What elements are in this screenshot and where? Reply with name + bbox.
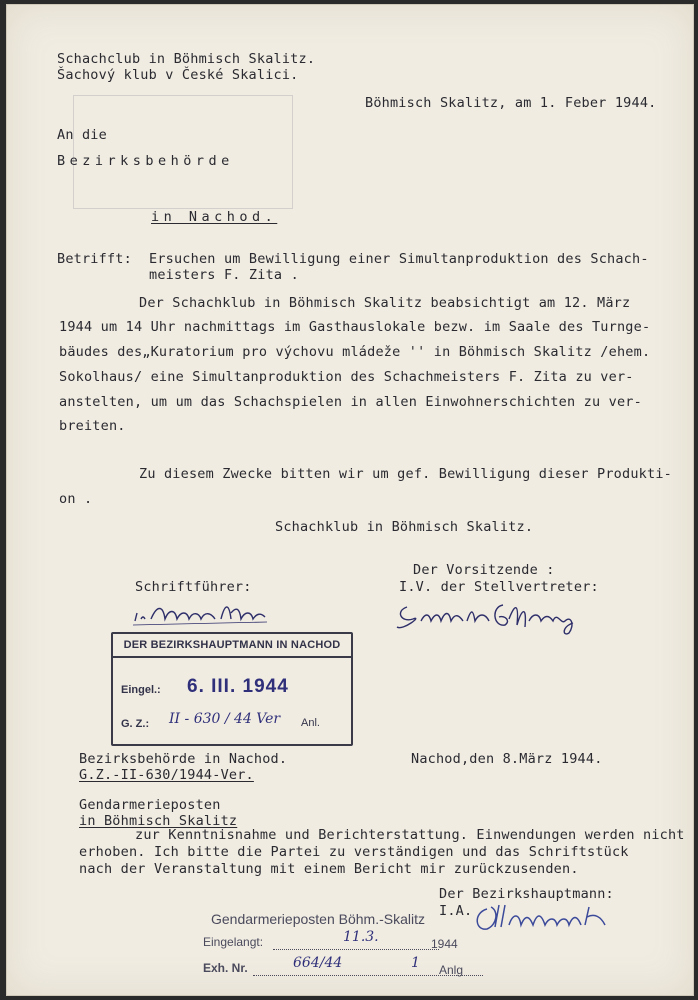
receipt-stamp-title: Gendarmerieposten Böhm.-Skalitz <box>211 911 425 927</box>
chair-title: Der Vorsitzende : <box>413 562 555 578</box>
letter-page <box>6 4 694 996</box>
reply-recipient-line-2: in Böhmisch Skalitz <box>79 813 238 829</box>
secretary-signature <box>131 599 271 629</box>
received-stamp-eingel-label: Eingel.: <box>121 684 161 696</box>
body-line: on . <box>59 491 93 507</box>
reply-recipient-line-1: Gendarmerieposten <box>79 797 221 813</box>
receipt-stamp-line <box>273 949 439 950</box>
reply-signature <box>469 899 619 939</box>
address-an-die: An die <box>57 127 107 143</box>
receipt-stamp-exh-label: Exh. Nr. <box>203 961 248 975</box>
body-line: anstelten, um um das Schachspielen in allen Einwohnerschichten zu ver- <box>59 394 642 410</box>
closing-club: Schachklub in Böhmisch Skalitz. <box>275 519 534 535</box>
faint-stamp-impression <box>73 95 293 209</box>
receipt-stamp-eingelangt-value: 11.3. <box>343 929 379 945</box>
club-name-german: Schachclub in Böhmisch Skalitz. <box>57 51 316 67</box>
received-stamp-gz-label: G. Z.: <box>121 718 150 730</box>
received-stamp <box>111 632 353 746</box>
received-stamp-header: DER BEZIRKSHAUPTMANN IN NACHOD <box>113 634 351 658</box>
receipt-stamp-anl-label: Anlg <box>439 963 464 977</box>
body-line: bäudes des„Kuratorium pro výchovu mládeže '' in Böhmisch Skalitz /ehem. <box>59 344 651 360</box>
reply-file-ref: G.Z.-II-630/1944-Ver. <box>79 767 254 783</box>
club-name-czech: Šachový klub v České Skalici. <box>57 67 299 83</box>
body-line: Zu diesem Zwecke bitten wir um gef. Bewilligung dieser Produkti- <box>139 466 672 482</box>
subject-label: Betrifft: <box>57 251 132 267</box>
chair-signature <box>393 597 593 637</box>
receipt-stamp-eingelangt-label: Eingelangt: <box>203 935 264 949</box>
reply-place-date: Nachod,den 8.März 1944. <box>411 751 603 767</box>
reply-text-line: nach der Veranstaltung mit einem Bericht mir zurückzusenden. <box>79 861 579 877</box>
received-stamp-anl-label: Anl. <box>301 717 320 729</box>
subject-line-2: meisters F. Zita . <box>149 267 299 283</box>
reply-text-line: zur Kenntnisnahme und Berichterstattung. Einwendungen werden nicht <box>135 827 685 843</box>
chair-deputy-title: I.V. der Stellvertreter: <box>399 579 599 595</box>
body-line: Der Schachklub in Böhmisch Skalitz beabsichtigt am 12. März <box>139 295 631 311</box>
letter-place-date: Böhmisch Skalitz, am 1. Feber 1944. <box>365 95 657 111</box>
body-line: breiten. <box>59 418 126 434</box>
secretary-title: Schriftführer: <box>135 579 252 595</box>
address-city: in Nachod. <box>151 209 278 225</box>
receipt-stamp-exh-value: 664/44 <box>293 955 343 971</box>
reply-text-line: erhoben. Ich bitte die Partei zu verständigen und das Schriftstück <box>79 844 629 860</box>
body-line: Sokolhaus/ eine Simultanproduktion des Schachmeisters F. Zita zu ver- <box>59 369 634 385</box>
reply-signer-ia: I.A. <box>439 903 473 919</box>
reply-signer-title: Der Bezirkshauptmann: <box>439 886 614 902</box>
receipt-stamp-anl-count: 1 <box>411 955 420 971</box>
address-authority: Bezirksbehörde <box>57 153 234 169</box>
receipt-stamp-year: 1944 <box>431 937 458 951</box>
received-stamp-file-number: II - 630 / 44 Ver <box>169 711 281 727</box>
body-line: 1944 um 14 Uhr nachmittags im Gasthauslokale bezw. im Saale des Turnge- <box>59 319 651 335</box>
reply-authority: Bezirksbehörde in Nachod. <box>79 751 288 767</box>
subject-line-1: Ersuchen um Bewilligung einer Simultanproduktion des Schach- <box>149 251 649 267</box>
received-stamp-date: 6. III. 1944 <box>187 676 289 697</box>
